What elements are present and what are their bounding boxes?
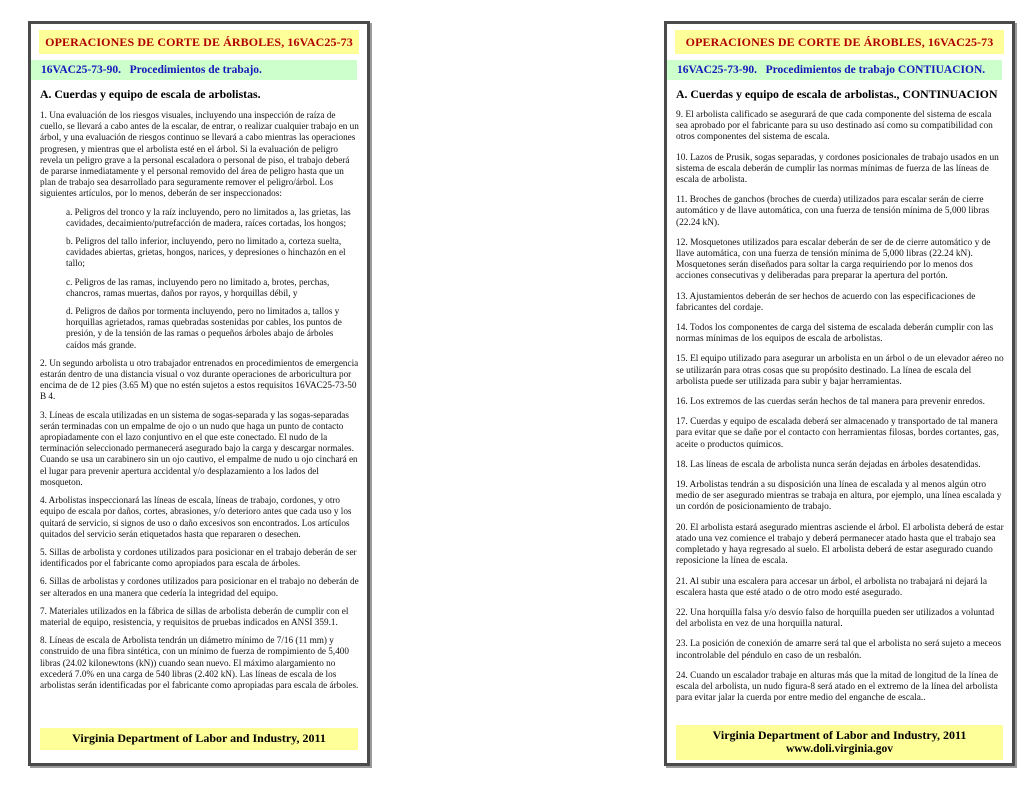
list-item-c: c. Peligros de las ramas, incluyendo pero no limitado a, brotes, perchas, chancros, ramas muertas, daños por rayos, y horquillas débil, y <box>66 276 330 298</box>
footer-text: Virginia Department of Labor and Industry, 2011 <box>72 731 326 745</box>
paragraph-4: 4. Arbolistas inspeccionará las líneas de escala, líneas de trabajo, cordones, y otro equipo de escala por daños, cortes, abrasiones, y/o deterioro antes que cada uso y los quitará de servicio, si signos de uso o daño excesivos son encontrados. Los artículos quitados del servicio serán etiquetados hasta que repararen o desechen. <box>40 495 352 539</box>
right-section-bar <box>667 60 1002 80</box>
list-item-a: a. Peligros del tronco y la raíz incluyendo, pero no limitados a, las grietas, las cavidades, decaimiento/putrefacción de madera, raíces cortadas, los hongos; <box>66 206 351 228</box>
paragraph-13: 13. Ajustamientos deberán de ser hechos de acuerdo con las especificaciones de fabricantes del cordaje. <box>676 291 976 313</box>
paragraph-15: 15. El equipo utilizado para asegurar un arbolista en un árbol o de un elevador aéreo no se utilizarán para otras cosas que su propósito destinado. La línea de escala del arbolista puede ser utilizada para subir y bajar herramientas. <box>676 354 1004 387</box>
paragraph-21: 21. Al subir una escalera para accesar un árbol, el arbolista no trabajará ni dejará la escalera hasta que esté atado o de otro modo esté asegurado. <box>676 576 988 598</box>
paragraph-5: 5. Sillas de arbolista y cordones utilizados para posicionar en el trabajo deberán de ser identificados por el fabricante como apropiados para escala de árboles. <box>40 546 357 569</box>
subsection-heading: A. Cuerdas y equipo de escala de arbolistas. <box>40 87 261 101</box>
paragraph-11: 11. Broches de ganchos (broches de cuerda) utilizados para escalar serán de cierre automático y de llave automática, con una fuerza de tensión mínima de 5,000 libras (22.24 kN). <box>676 195 990 228</box>
paragraph-23: 23. La posición de conexión de amarre será tal que el arbolista no será sujeto a meceos incontrolable del péndulo en caso de un resbalón. <box>676 639 1002 661</box>
paragraph-20: 20. El arbolista estará asegurado mientras asciende el árbol. El arbolista deberá de estar atado una vez comience el trabajo y deberá permanecer atado hasta que el trabajo sea completado y haya regresado al suelo. El arbolista deberá de estar asegurado cuando reposicione la línea de escala. <box>676 522 1004 567</box>
paragraph-3: 3. Líneas de escala utilizadas en un sistema de sogas-separada y las sogas-separadas serán terminadas con un empalme de ojo o un nudo que haga un punto de contacto apropiadamente con el lazo conjuntivo en el que este conectado. El nudo de la terminación seleccionado permanecerá asegurado bajo la carga y descargar normales. Cuando se usa un carabinero sin un ojo cautivo, el empalme de nudo u ojo cinchará en el lugar para prevenir apertura accidental y/o desplazamiento a los lados del mosqueton. <box>40 409 358 487</box>
paragraph-8: 8. Líneas de escala de Arbolista tendrán un diámetro mínimo de 7/16 (11 mm) y construido de una fibra sintética, con un mínimo de fuerza de rompimiento de 5,400 libras (24.02 kilonewtons (kN)) cuando sean nuevo. El máximo alargamiento no excederá 7.0% en una carga de 540 libras (2.402 kN). Las líneas de escala de los arbolistas serán identificadas por el fabricante como apropiadas para escala de árboles. <box>40 635 359 690</box>
paragraph-17: 17. Cuerdas y equipo de escalada deberá ser almacenado y transportado de tal manera para evitar que se dañe por el contacto con herramientas filosas, bordes cortantes, gas, aceite o productos químicos. <box>676 417 999 450</box>
document-title-continued: OPERACIONES DE CORTE DE ÁROBLES, 16VAC25-73 <box>685 35 994 49</box>
paragraph-12: 12. Mosquetones utilizados para escalar deberán de ser de de cierre automático y de llave automática, con una fuerza de tensión mínima de 5,000 libras (22.24 kN). Mosquetones serán diseñados para soltar la carga requiriendo por lo menos dos acciones consecutivas y deliberadas para preparar la apertura del portón. <box>676 237 991 282</box>
left-page-panel <box>28 21 370 766</box>
footer-url: www.doli.virginia.gov <box>785 743 894 755</box>
footer-text: Virginia Department of Labor and Industry, 2011 <box>712 728 967 742</box>
paragraph-9: 9. El arbolista calificado se asegurará de que cada componente del sistema de escala sea aprobado por el fabricante para su uso destinado así como su compatibilidad con otros componentes del sistema de escala. <box>676 110 993 143</box>
left-footer-banner <box>40 728 358 750</box>
list-item-d: d. Peligros de daños por tormenta incluyendo, pero no limitados a, tallos y horquillas agrietados, ramas quebradas sostenidas por cables, los puntos de presión, y de la tensión de las ramas o pequeños árboles abajo de árboles caídos más grande. <box>66 306 342 350</box>
right-title-banner <box>675 30 1004 54</box>
paragraph-24: 24. Cuando un escalador trabaje en alturas más que la mitad de longitud de la línea de escala del arbolista, un nudo figura-8 será atado en el extremo de la línea del arbolista para evitar jalar la cuerda por entre medio del enganche de escala.. <box>676 670 999 704</box>
paragraph-18: 18. Las líneas de escala de arbolista nunca serán dejadas en árboles desatendidas. <box>676 459 981 470</box>
left-section-bar <box>31 60 357 80</box>
right-page-panel <box>664 21 1015 766</box>
paragraph-10: 10. Lazos de Prusik, sogas separadas, y cordones posicionales de trabajo usados en un sistema de escala deberán de cumplir las normas mínimas de fuerza de las líneas de escala de arbolista. <box>676 152 999 186</box>
paragraph-22: 22. Una horquilla falsa y/o desvío falso de horquilla pueden ser utilizados a voluntad del arbolista en vez de una horquilla natural. <box>676 607 995 630</box>
paragraph-7: 7. Materiales utilizados en la fábrica de sillas de arbolista deberán de cumplir con el material de equipo, resistencia, y requisitos de pruebas indicados en ANSI 359.1. <box>40 605 349 627</box>
subsection-heading-continued: A. Cuerdas y equipo de escala de arbolistas., CONTINUACION <box>676 87 998 101</box>
list-item-b: b. Peligros del tallo inferior, incluyendo, pero no limitado a, corteza suelta, cavidades abiertas, grietas, hongos, narices, y depresiones o hinchazón en el tallo; <box>66 236 346 269</box>
paragraph-6: 6. Sillas de arbolistas y cordones utilizados para posicionar en el trabajo no deberán de ser alterados en una manera que cedería la integridad del equipo. <box>40 576 359 598</box>
paragraph-14: 14. Todos los componentes de carga del sistema de escalada deberán cumplir con las normas mínimas de los equipos de escala de arbolistas. <box>676 323 994 345</box>
paragraph-19: 19. Arbolistas tendrán a su disposición una línea de escalada y al menos algún otro medio de ser asegurado mientras se trabaja en altura, por ejemplo, una línea escalada y un cordón de posicionamiento de trabajo. <box>676 480 1002 513</box>
section-heading: 16VAC25-73-90. Procedimientos de trabajo. <box>41 64 262 76</box>
section-heading-continued: 16VAC25-73-90. Procedimientos de trabajo CONTIUACION. <box>677 64 986 76</box>
paragraph-1: 1. Una evaluación de los riesgos visuales, incluyendo una inspección de raíza de cuello, se llevará a cabo antes de la escalar, de entrar, o realizar cualquier trabajo en un árbol, y una evaluación de riesgos continuo se llevará a cabo mientras las operaciones progresen, y mientras que el arbolista esté en el árbol. Si la evaluación de peligro revela un peligro grave a la personal escaladora o personal de piso, el trabajo deberá de pararse inmediatamente y el personal removido del área de peligro hasta que un plan de trabajo sea desarrollado para seguramente remover el peligro/árbol. Los siguientes artículos, por lo menos, deberán de ser inspeccionados: <box>40 110 359 199</box>
document-title: OPERACIONES DE CORTE DE ÁRBOLES, 16VAC25-73 <box>45 35 353 49</box>
left-title-banner <box>39 30 359 54</box>
right-footer-banner <box>676 725 1003 760</box>
paragraph-16: 16. Los extremos de las cuerdas serán hechos de tal manera para prevenir enredos. <box>676 397 985 408</box>
paragraph-2: 2. Un segundo arbolista u otro trabajador entrenados en procedimientos de emergencia estarán dentro de una distancia visual o voz durante operaciones de arboricultura por encima de de 12 pies (3.65 M) que no estén sujetos a estos requisitos 16VAC25-73-50 B 4. <box>40 357 359 402</box>
